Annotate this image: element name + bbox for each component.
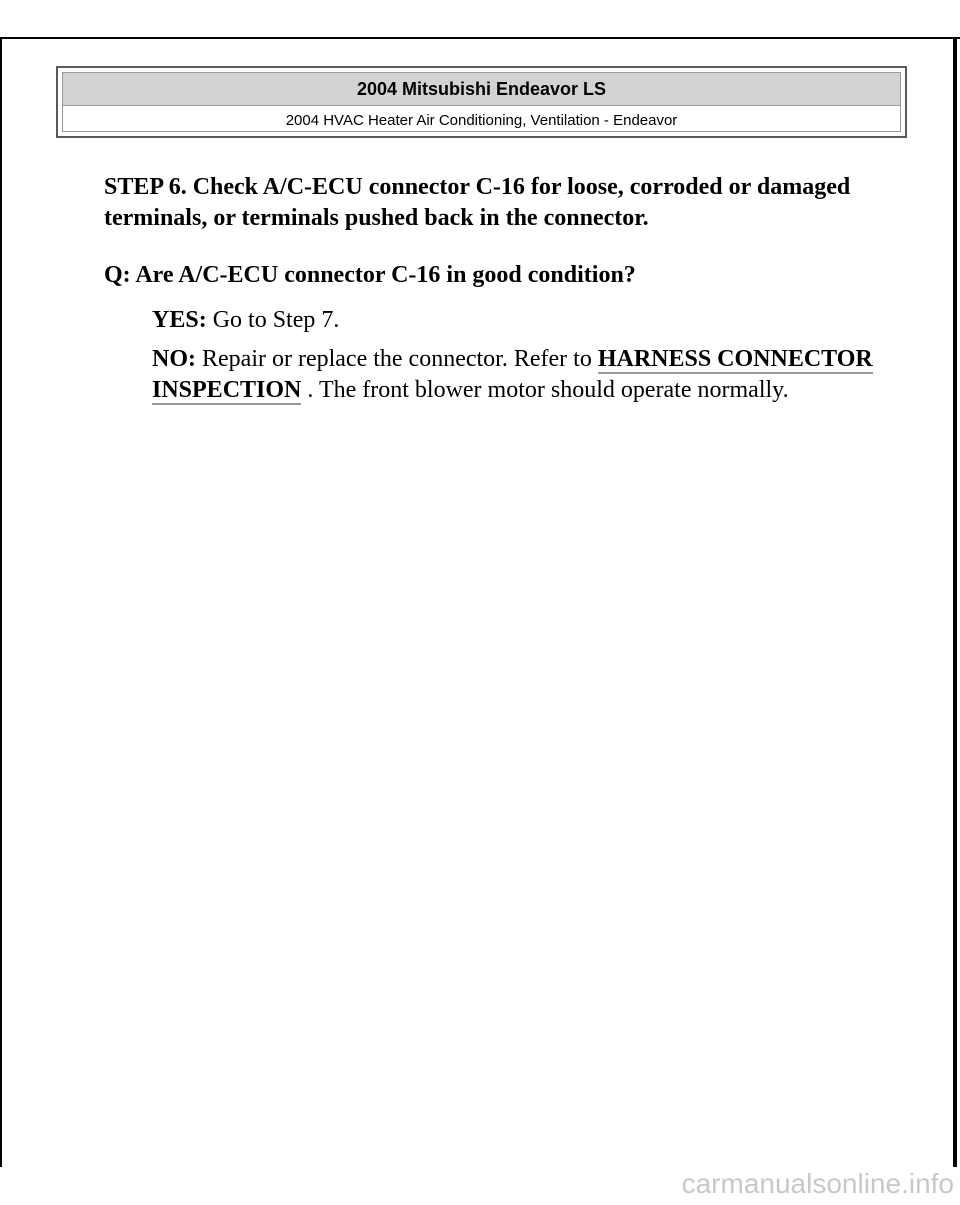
- document-header-inner: [62, 72, 901, 132]
- page-frame-top: [0, 37, 960, 39]
- answer-no-text-after: . The front blower motor should operate normally.: [301, 377, 789, 403]
- answer-yes-text: Go to Step 7.: [206, 307, 340, 333]
- answer-yes: [152, 305, 892, 336]
- answer-list: [152, 305, 892, 406]
- page-frame-right: [953, 37, 957, 1167]
- answer-no: [152, 344, 892, 406]
- question-heading: Q: Are A/C-ECU connector C-16 in good condition?: [104, 262, 636, 288]
- answer-no-text: Repair or replace the connector. Refer to: [196, 346, 598, 372]
- step-heading: STEP 6. Check A/C-ECU connector C-16 for loose, corroded or damaged terminals, or terminals pushed back in the connector.: [104, 174, 851, 231]
- document-title: 2004 Mitsubishi Endeavor LS: [63, 73, 900, 106]
- answer-no-label: NO:: [152, 346, 196, 372]
- procedure-content: [104, 172, 904, 414]
- harness-connector-inspection-link[interactable]: HARNESS CONNECTOR INSPECTION: [152, 346, 873, 403]
- document-header: [56, 66, 907, 138]
- answer-yes-label: YES:: [152, 307, 207, 333]
- document-subtitle: 2004 HVAC Heater Air Conditioning, Ventilation - Endeavor: [285, 112, 678, 129]
- watermark: carmanualsonline.info: [681, 1168, 954, 1199]
- page-frame-left: [0, 37, 2, 1167]
